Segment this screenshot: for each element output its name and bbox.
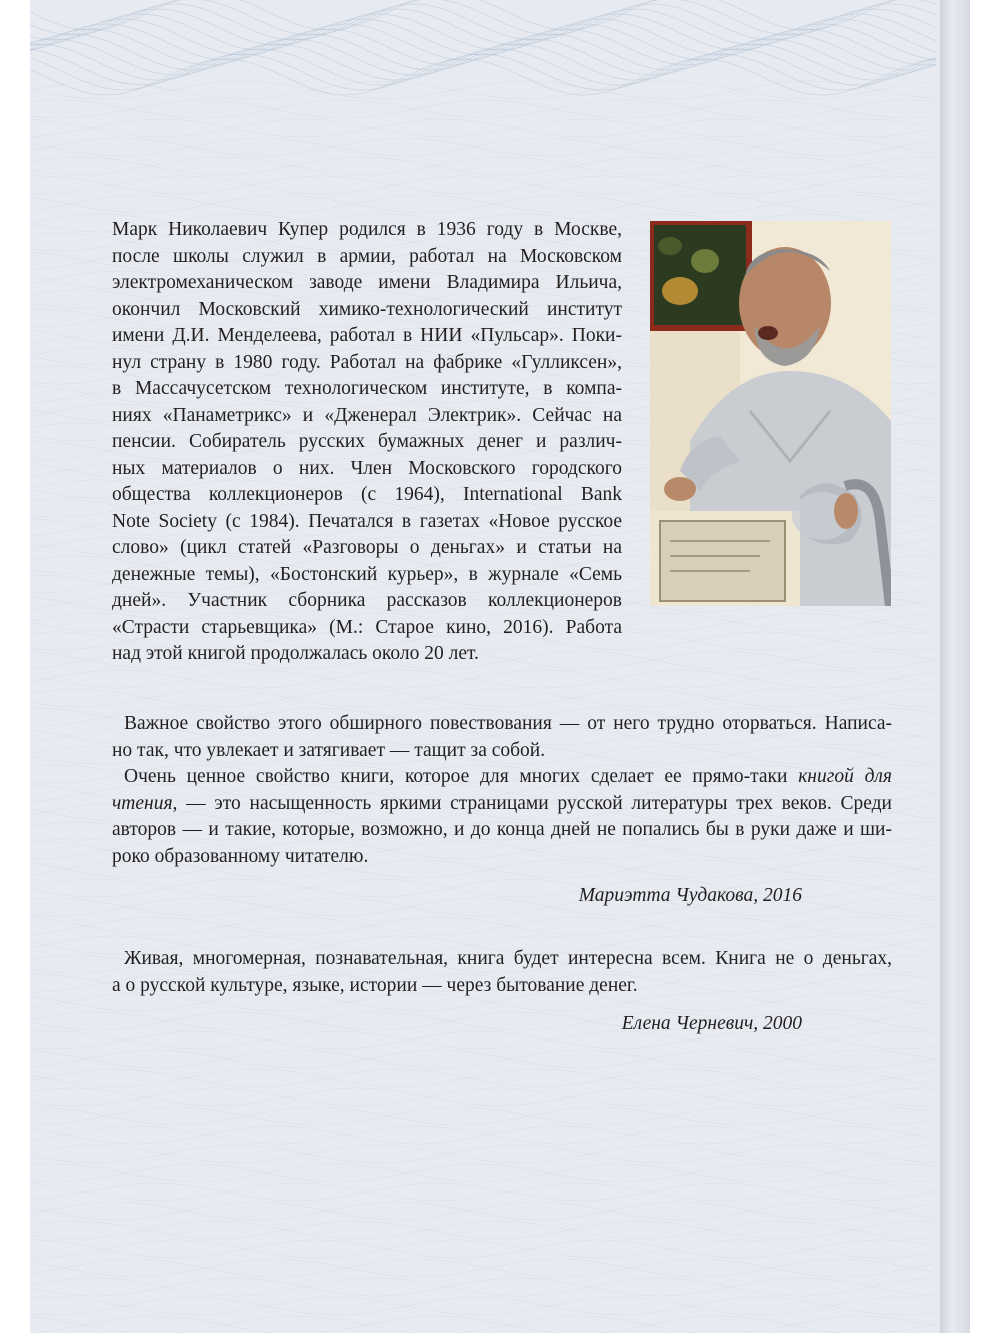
bio-line: электромеханическом заводе имени Владимира Ильича, (112, 272, 622, 293)
bio-line: общества коллекционеров (с 1964), International Bank (112, 484, 622, 505)
book-spine-edge (940, 0, 970, 1333)
bio-line: Марк Николаевич Купер родился в 1936 году в Москве, (112, 219, 622, 240)
review-line: но так, что увлекает и затягивает — тащит за собой. (112, 739, 546, 761)
review-text: Очень ценное свойство книги, которое для многих сделает ее прямо-таки (124, 766, 799, 787)
bio-line: денежные темы), «Бостонский курьер», в журнале «Семь (112, 563, 622, 585)
bio-line: окончил Московский химико-технологический институт (112, 298, 622, 320)
review-italic-text: книгой для (798, 766, 892, 787)
book-cover (30, 0, 940, 1333)
bio-line: слово» (цикл статей «Разговоры о деньгах» и статьи на (112, 537, 622, 558)
bio-line: дней». Участник сборника рассказов коллекционеров (112, 590, 622, 611)
review-line (112, 791, 892, 818)
review-line: авторов — и такие, которые, возможно, и до конца дней не попались бы в руки даже и ши- (112, 819, 892, 840)
review-chudakova (112, 711, 892, 870)
review-signature: Мариэтта Чудакова, 2016 (578, 885, 802, 906)
review-text: — это насыщенность яркими страницами русской литературы трех веков. Среди (177, 792, 892, 814)
author-photo (650, 221, 891, 606)
review-line (112, 764, 892, 791)
bio-line: нул страну в 1980 году. Работал на фабрике «Гулликсен», (112, 351, 622, 373)
bio-line: Note Society (с 1984). Печатался в газетах «Новое русское (112, 510, 622, 532)
review-line: роко образованному читателю. (112, 845, 369, 867)
bio-line: над этой книгой продолжалась около 20 лет. (112, 643, 479, 664)
bio-line: пенсии. Собиратель русских бумажных денег и различ- (112, 431, 622, 452)
bio-line: ниях «Панаметрикс» и «Дженерал Электрик». Сейчас на (112, 404, 622, 426)
review-italic-text: чтения, (112, 792, 178, 814)
bio-line: «Страсти старьевщика» (М.: Старое кино, 2016). Работа (112, 616, 622, 638)
review-line: Живая, многомерная, познавательная, книга будет интересна всем. Книга не о деньгах, (124, 948, 892, 969)
review-signature: Елена Черневич, 2000 (621, 1013, 802, 1034)
review-line: Важное свойство этого обширного повествования — от него трудно оторваться. Написа- (124, 713, 892, 734)
bio-line: имени Д.И. Менделеева, работал в НИИ «Пульсар». Поки- (112, 325, 622, 346)
bio-line: ных материалов о них. Член Московского городского (112, 457, 622, 479)
bio-line: в Массачусетском технологическом институте, в компа- (112, 378, 622, 399)
bio-line: после школы служил в армии, работал на Московском (112, 245, 622, 267)
review-chernevich (112, 946, 892, 999)
author-biography (112, 217, 622, 668)
review-line: а о русской культуре, языке, истории — через бытование денег. (112, 974, 638, 996)
